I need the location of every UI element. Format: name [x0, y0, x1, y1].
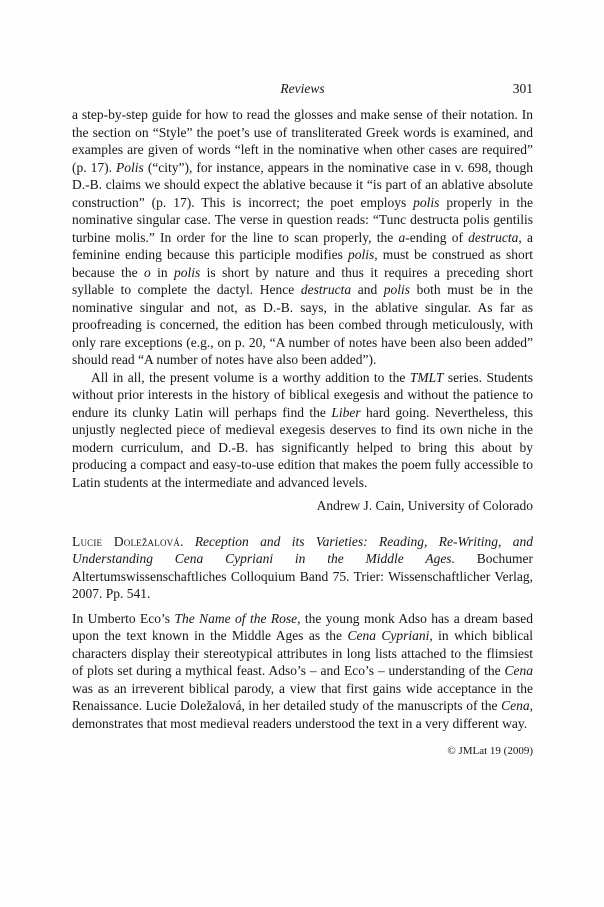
text-segment: a	[398, 229, 406, 245]
text-segment: demonstrates that most medieval readers understood the text in a very different way.	[72, 715, 528, 731]
text-segment: Polis	[116, 159, 144, 175]
review-closing-paragraph	[72, 369, 533, 492]
text-segment: destructa	[300, 282, 352, 297]
review-continuation-paragraph	[72, 106, 533, 369]
text-segment: polis	[383, 282, 411, 297]
text-segment: Bochumer Altertumswissenschaftliches Colloquium Band 75. Trier: Wissenschaftlicher Verlag, 2007. Pp. 541.	[72, 551, 533, 601]
text-segment: o	[144, 264, 151, 280]
text-segment: , must be construed as short because the	[72, 247, 533, 280]
text-segment: -ending of	[405, 229, 469, 245]
text-segment: destructa	[468, 229, 519, 245]
text-segment: Lucie Doležalová	[72, 533, 181, 549]
copyright-notice: © JMLat 19 (2009)	[447, 745, 533, 757]
text-segment: in	[150, 264, 175, 280]
text-segment: Cena,	[501, 698, 533, 713]
text-segment: All in all, the present volume is a worthy addition to the	[91, 369, 410, 385]
text-segment: The Name of the Rose,	[174, 610, 301, 626]
text-segment: polis	[347, 247, 375, 262]
text-segment: Cena	[504, 663, 533, 678]
text-segment: series. Students without prior interests in the history of biblical exegesis and without the patience to endure its clunky Latin will perhaps find the	[72, 369, 533, 420]
running-head	[72, 80, 533, 97]
text-segment: in which biblical characters display their stereotypical attributes in long lists attached to the flimsiest of plots set during a mythical feast. Adso’s – and Eco’s – understanding of the	[72, 628, 533, 678]
reviewer-signature: Andrew J. Cain, University of Colorado	[316, 498, 533, 513]
text-segment: , a feminine ending because this participle modifies	[72, 229, 534, 262]
text-segment: both must be in the nominative singular and not, as D.-B. says, in the ablative singular. As far as proofreading is concerned, the edition has been combed through meticulously, with only rare exceptions (e.g., on p. 20, “A number of notes have been also been added” should read “A number of notes have also been added”).	[72, 282, 534, 367]
text-segment: is short by nature and thus it requires a preceding short syllable to complete the dactyl. Hence	[72, 264, 533, 297]
next-review-citation	[72, 533, 533, 603]
text-segment: the young monk Adso has a dream based upon the text known in the Middle Ages as the	[72, 610, 533, 643]
text-segment: hard going. Nevertheless, this unjustly neglected piece of medieval exegesis deserves to find its own niche in the modern curriculum, and D.-B. has significantly helped to bring this about by producing a compact and easy-to-use edition that makes the poem fully accessible to Latin students at the intermediate and advanced levels.	[72, 404, 533, 490]
text-segment: Reception and its Varieties: Reading, Re-Writing, and Understanding Cena Cypriani in the Middle Ages.	[72, 533, 533, 566]
text-segment: polis	[174, 264, 201, 280]
text-segment: and	[351, 282, 384, 297]
text-segment: properly in the nominative singular case. The verse in question reads: “Tunc destructa polis gentilis turbine molis.” In order for the line to scan properly, the	[72, 194, 533, 245]
text-segment: Cena Cypriani,	[347, 628, 433, 643]
text-segment: (“city”), for instance, appears in the nominative case in v. 698, though D.-B. claims we should expect the ablative because it “is part of an ablative absolute construction” (p. 17). This is incorrect; the poet employs	[72, 159, 533, 210]
text-segment: a step-by-step guide for how to read the glosses and make sense of their notation. In the section on “Style” the poet’s use of transliterated Greek words is examined, and examples are given of words “left in the nominative when other cases are required” (p. 17).	[72, 107, 533, 175]
text-segment: Liber	[331, 404, 361, 420]
text-segment: TMLT	[409, 369, 444, 385]
text-column	[72, 80, 533, 759]
text-segment: was as an irreverent biblical parody, a view that first gains wide acceptance in the Renaissance. Lucie Doležalová, in her detailed study of the manuscripts of the	[72, 680, 533, 713]
text-segment: polis	[413, 194, 440, 210]
page-number: 301	[512, 81, 533, 96]
next-review-opening-paragraph	[72, 610, 533, 733]
text-segment: In Umberto Eco’s	[72, 610, 175, 626]
text-segment: .	[180, 533, 195, 549]
running-title: Reviews	[280, 81, 325, 96]
